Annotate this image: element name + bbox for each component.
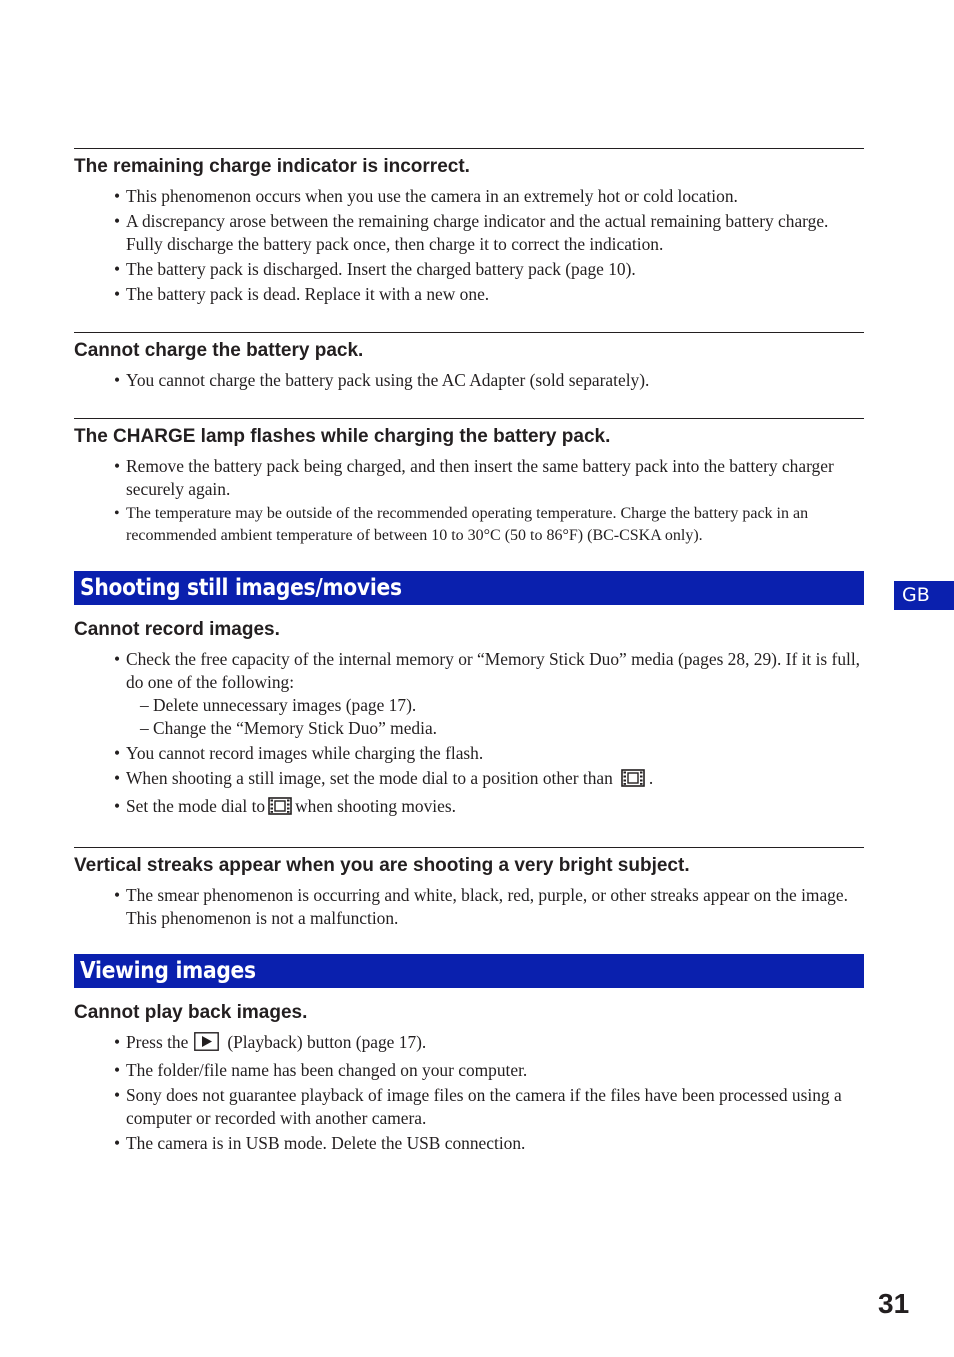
list-item: • A discrepancy arose between the remaining charge indicator and the actual remaining battery charge. Fully discharge the battery pack once, then charge it to correct the indication. bbox=[114, 211, 829, 254]
list-item: • Remove the battery pack being charged, and then insert the same battery pack into the battery charger securely again. bbox=[114, 456, 834, 499]
list-item: • The camera is in USB mode. Delete the USB connection. bbox=[114, 1133, 526, 1153]
section-rule bbox=[74, 418, 864, 419]
movie-mode-icon bbox=[621, 769, 645, 793]
bullet-list bbox=[74, 369, 864, 392]
section-heading: Vertical streaks appear when you are shooting a very bright subject. bbox=[74, 855, 690, 876]
page-content bbox=[74, 148, 864, 1181]
list-item: • This phenomenon occurs when you use the camera in an extremely hot or cold location. bbox=[114, 186, 738, 206]
list-item: • Set the mode dial to when shooting movies. bbox=[74, 795, 864, 821]
sub-item: – Delete unnecessary images (page 17). – Change the “Memory Stick Duo” media. bbox=[140, 695, 438, 738]
section-vertical-streaks bbox=[74, 847, 864, 930]
bullet-list bbox=[74, 185, 864, 306]
section-rule bbox=[74, 148, 864, 149]
section-remaining-charge bbox=[74, 148, 864, 306]
playback-button-icon bbox=[194, 1032, 219, 1057]
section-cannot-charge bbox=[74, 332, 864, 392]
list-item: • Press the (Playback) button (page 17). bbox=[74, 1031, 864, 1057]
section-heading: Cannot record images. bbox=[74, 619, 280, 640]
section-band-viewing: Viewing images bbox=[74, 954, 864, 988]
section-cannot-play bbox=[74, 1002, 864, 1155]
section-heading: Cannot play back images. bbox=[74, 1002, 308, 1023]
list-item: • Check the free capacity of the internal memory or “Memory Stick Duo” media (pages 28, 29). If it is full, do one of the following: – Delete unnecessary images (page 17). – Change the “Memory Stick Duo” media. bbox=[74, 648, 864, 740]
bullet-list bbox=[74, 884, 864, 930]
bullet-list bbox=[74, 455, 864, 547]
language-tab: GB bbox=[894, 581, 954, 610]
section-rule bbox=[74, 332, 864, 333]
section-rule bbox=[74, 847, 864, 848]
section-heading: The remaining charge indicator is incorrect. bbox=[74, 156, 470, 177]
bullet-list bbox=[74, 648, 864, 821]
list-item: • Sony does not guarantee playback of image files on the camera if the files have been processed using a computer or recorded with another camera. bbox=[114, 1085, 842, 1128]
section-cannot-record bbox=[74, 619, 864, 821]
section-charge-lamp bbox=[74, 418, 864, 547]
list-item: • The folder/file name has been changed on your computer. bbox=[114, 1060, 528, 1080]
list-item: • You cannot record images while charging the flash. bbox=[114, 743, 484, 763]
section-band-shooting: Shooting still images/movies bbox=[74, 571, 864, 605]
movie-mode-icon bbox=[268, 797, 292, 821]
section-heading: Cannot charge the battery pack. bbox=[74, 340, 364, 361]
list-item: • The battery pack is dead. Replace it with a new one. bbox=[114, 284, 490, 304]
list-item: • The smear phenomenon is occurring and white, black, red, purple, or other streaks appear on the image. This phenomenon is not a malfunction. bbox=[114, 885, 848, 928]
list-item: • The battery pack is discharged. Insert the charged battery pack (page 10). bbox=[114, 259, 636, 279]
list-item: • The temperature may be outside of the recommended operating temperature. Charge the battery pack in an recommended ambient temperature of between 10 to 30°C (50 to 86°F) (BC-CSKA only). bbox=[114, 505, 809, 544]
list-item: • You cannot charge the battery pack using the AC Adapter (sold separately). bbox=[114, 370, 650, 390]
list-item: • When shooting a still image, set the mode dial to a position other than . bbox=[74, 767, 864, 793]
page-number: 31 bbox=[878, 1288, 910, 1319]
section-heading: The CHARGE lamp flashes while charging the battery pack. bbox=[74, 426, 611, 447]
bullet-list bbox=[74, 1031, 864, 1155]
